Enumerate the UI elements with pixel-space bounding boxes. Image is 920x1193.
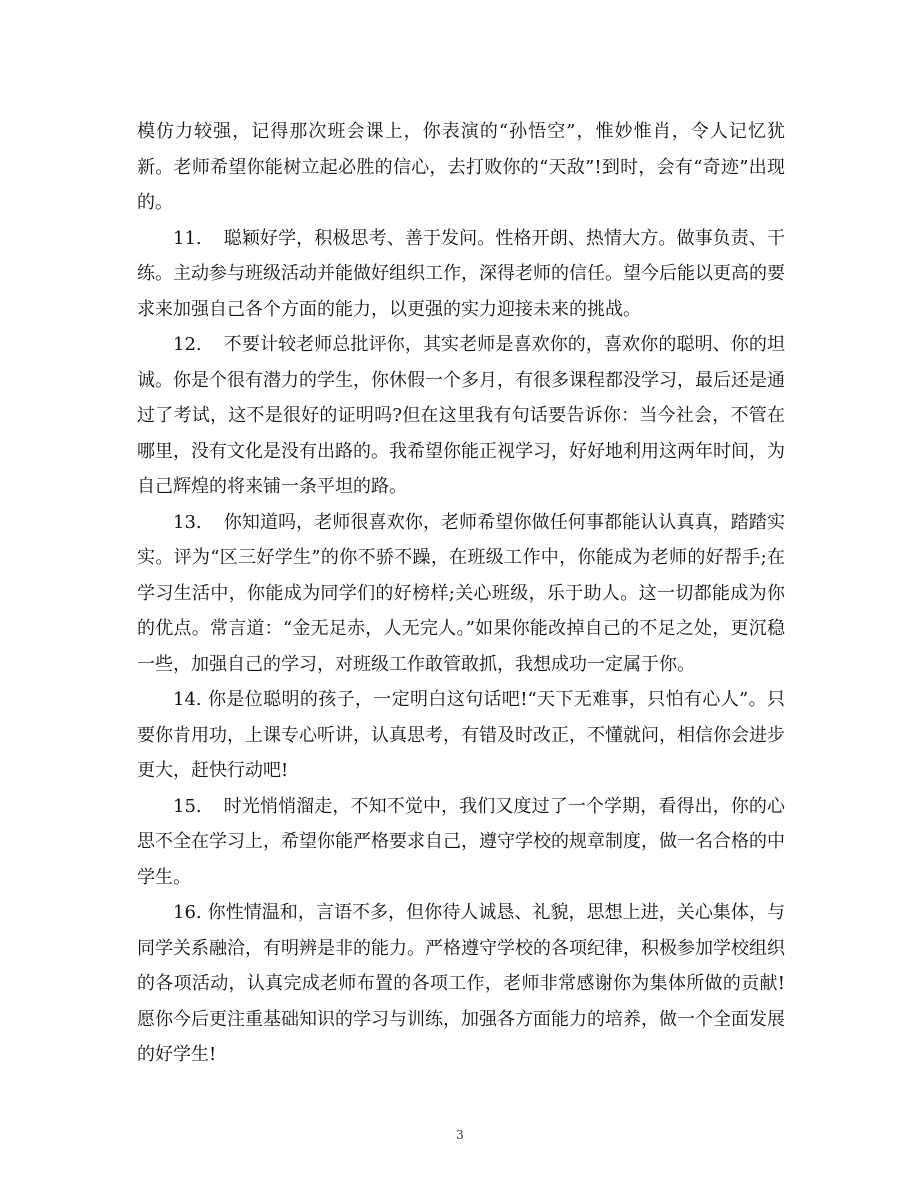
paragraph-text: 时光悄悄溜走，不知不觉中，我们又度过了一个学期，看得出，你的心思不全在学习上，希望你能严格要求自己，遵守学校的规章制度，做一名合格的中学生。 [137,795,785,888]
paragraph-text: 不要计较老师总批评你，其实老师是喜欢你的，喜欢你的聪明、你的坦诚。你是个很有潜力的学生，你休假一个多月，有很多课程都没学习，最后还是通过了考试，这不是很好的证明吗?但在这里我有句话要告诉你：当今社会，不管在哪里，没有文化是没有出路的。我希望你能正视学习，好好地利用这两年时间，为自己辉煌的将来铺一条平坦的路。 [137,334,785,497]
document-body [137,114,785,1073]
paragraph-number: 14. [173,689,202,710]
paragraph-number: 11. [173,227,202,249]
paragraph-text: 聪颖好学，积极思考、善于发问。性格开朗、热情大方。做事负责、干练。主动参与班级活动并能做好组织工作，深得老师的信任。望今后能以更高的要求来加强自己各个方面的能力，以更强的实力迎接未来的挑战。 [137,227,785,320]
page-number: 3 [456,1128,464,1142]
paragraph-text: 模仿力较强，记得那次班会课上，你表演的“孙悟空”，惟妙惟肖，令人记忆犹新。老师希望你能树立起必胜的信心，去打败你的“天敌”!到时，会有“奇迹”出现的。 [137,121,785,213]
paragraph-number: 15. [173,795,202,817]
paragraph-15 [137,789,785,896]
paragraph-11 [137,221,785,328]
paragraph-number: 16. [173,902,202,923]
paragraph-14 [137,682,785,789]
paragraph-text: 你性情温和，言语不多，但你待人诚恳、礼貌，思想上进，关心集体，与同学关系融洽，有明辨是非的能力。严格遵守学校的各项纪律，积极参加学校组织的各项活动，认真完成老师布置的各项工作，老师非常感谢你为集体所做的贡献!愿你今后更注重基础知识的学习与训练，加强各方面能力的培养，做一个全面发展的好学生! [137,902,785,1065]
paragraph-number: 13. [173,511,202,533]
paragraph-12 [137,327,785,505]
paragraph-number: 12. [173,334,202,355]
paragraph-16 [137,895,785,1073]
paragraph-text: 你知道吗，老师很喜欢你，老师希望你做任何事都能认认真真，踏踏实实。评为“区三好学生”的你不骄不躁，在班级工作中，你能成为老师的好帮手;在学习生活中，你能成为同学们的好榜样;关心班级，乐于助人。这一切都能成为你的优点。常言道：“金无足赤，人无完人。”如果你能改掉自己的不足之处，更沉稳一些，加强自己的学习，对班级工作敢管敢抓，我想成功一定属于你。 [137,511,785,675]
paragraph-continuation [137,114,785,221]
paragraph-text: 你是位聪明的孩子，一定明白这句话吧!“天下无难事，只怕有心人”。只要你肯用功，上课专心听讲，认真思考，有错及时改正，不懂就问，相信你会进步更大，赶快行动吧! [137,689,785,781]
paragraph-13 [137,505,785,683]
